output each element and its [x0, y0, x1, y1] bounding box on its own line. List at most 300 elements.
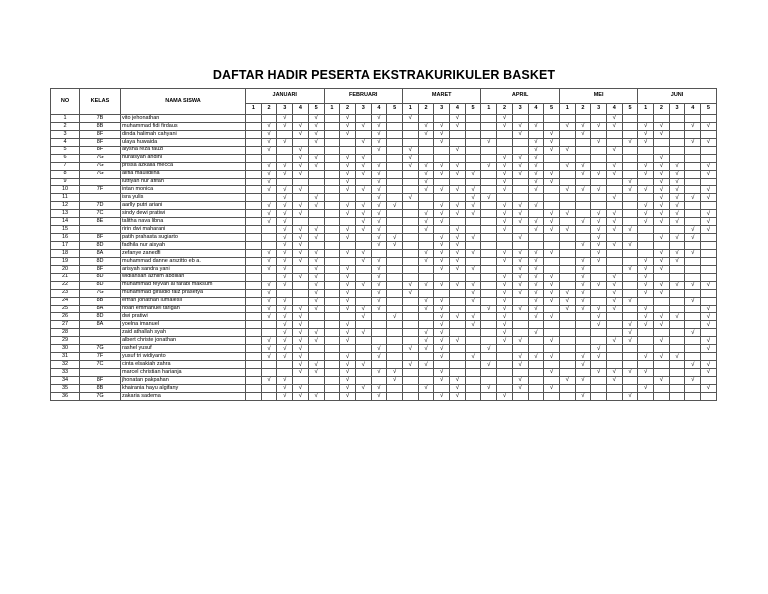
cell-nama-siswa: yoelna imanuel [121, 321, 246, 329]
cell-attendance [701, 257, 717, 265]
cell-attendance: √ [497, 162, 513, 170]
cell-attendance: √ [638, 305, 654, 313]
cell-attendance [246, 345, 262, 353]
cell-attendance [669, 242, 685, 250]
cell-attendance [465, 376, 481, 384]
cell-attendance [654, 329, 670, 337]
cell-attendance: √ [591, 234, 607, 242]
cell-attendance: √ [497, 122, 513, 130]
cell-kelas: 8F [80, 265, 121, 273]
cell-attendance: √ [638, 122, 654, 130]
cell-attendance [622, 249, 638, 257]
cell-attendance [246, 210, 262, 218]
cell-kelas: 7B [80, 115, 121, 123]
cell-attendance: √ [434, 329, 450, 337]
cell-attendance [528, 392, 544, 400]
cell-attendance [324, 369, 340, 377]
cell-attendance: √ [340, 170, 356, 178]
cell-attendance [371, 337, 387, 345]
cell-attendance [402, 218, 418, 226]
header-day: 1 [481, 104, 497, 115]
cell-attendance [293, 265, 309, 273]
cell-attendance: √ [669, 202, 685, 210]
cell-nama-siswa: zakaria sadema [121, 392, 246, 400]
cell-attendance [654, 146, 670, 154]
cell-attendance [324, 210, 340, 218]
cell-attendance [324, 353, 340, 361]
cell-attendance [246, 353, 262, 361]
cell-attendance [685, 242, 701, 250]
cell-attendance: √ [685, 297, 701, 305]
cell-attendance [544, 162, 560, 170]
cell-attendance [559, 361, 575, 369]
cell-attendance: √ [308, 257, 324, 265]
cell-attendance: √ [371, 281, 387, 289]
cell-attendance [465, 154, 481, 162]
cell-attendance: √ [308, 337, 324, 345]
cell-attendance [638, 376, 654, 384]
cell-attendance [575, 178, 591, 186]
cell-attendance [402, 186, 418, 194]
cell-attendance [246, 392, 262, 400]
cell-attendance [261, 234, 277, 242]
cell-attendance: √ [528, 226, 544, 234]
cell-attendance: √ [293, 273, 309, 281]
cell-attendance [324, 281, 340, 289]
cell-attendance [324, 249, 340, 257]
header-day: 3 [512, 104, 528, 115]
cell-attendance [450, 138, 466, 146]
header-day: 5 [387, 104, 403, 115]
cell-attendance: √ [685, 361, 701, 369]
cell-kelas: 8F [80, 376, 121, 384]
cell-attendance: √ [528, 154, 544, 162]
cell-nama-siswa: sindy dewi pratiwi [121, 210, 246, 218]
cell-attendance: √ [559, 146, 575, 154]
cell-attendance: √ [434, 321, 450, 329]
cell-attendance: √ [434, 353, 450, 361]
cell-attendance: √ [355, 257, 371, 265]
cell-attendance [528, 210, 544, 218]
cell-no: 4 [51, 138, 80, 146]
cell-attendance: √ [402, 345, 418, 353]
cell-attendance: √ [497, 289, 513, 297]
cell-nama-siswa: vito jehonathan [121, 115, 246, 123]
cell-no: 20 [51, 265, 80, 273]
cell-attendance: √ [591, 138, 607, 146]
header-row-months [51, 89, 717, 104]
table-row [51, 122, 717, 130]
cell-attendance [512, 146, 528, 154]
cell-attendance [544, 115, 560, 123]
cell-attendance [402, 138, 418, 146]
cell-attendance [591, 329, 607, 337]
cell-attendance: √ [512, 218, 528, 226]
cell-attendance: √ [261, 257, 277, 265]
cell-attendance [261, 242, 277, 250]
cell-attendance [293, 281, 309, 289]
cell-attendance: √ [638, 369, 654, 377]
cell-attendance [355, 242, 371, 250]
cell-attendance: √ [434, 186, 450, 194]
cell-attendance [387, 162, 403, 170]
cell-attendance [418, 202, 434, 210]
cell-attendance [434, 273, 450, 281]
header-day: 2 [340, 104, 356, 115]
cell-attendance: √ [293, 337, 309, 345]
cell-attendance: √ [575, 162, 591, 170]
cell-attendance: √ [701, 369, 717, 377]
cell-attendance: √ [371, 115, 387, 123]
cell-attendance [559, 242, 575, 250]
cell-attendance: √ [465, 234, 481, 242]
cell-attendance: √ [450, 242, 466, 250]
cell-attendance: √ [293, 122, 309, 130]
cell-no: 5 [51, 146, 80, 154]
cell-attendance: √ [355, 202, 371, 210]
cell-kelas: 8A [80, 321, 121, 329]
cell-attendance [418, 392, 434, 400]
cell-kelas: 7G [80, 345, 121, 353]
cell-attendance [638, 234, 654, 242]
cell-attendance: √ [622, 186, 638, 194]
cell-attendance: √ [591, 369, 607, 377]
cell-attendance: √ [575, 218, 591, 226]
cell-attendance: √ [544, 249, 560, 257]
cell-attendance: √ [308, 273, 324, 281]
header-day: 2 [575, 104, 591, 115]
cell-kelas [80, 337, 121, 345]
cell-attendance: √ [371, 392, 387, 400]
cell-attendance: √ [261, 170, 277, 178]
cell-attendance: √ [512, 337, 528, 345]
cell-attendance [669, 321, 685, 329]
cell-attendance: √ [355, 226, 371, 234]
cell-attendance [481, 297, 497, 305]
cell-attendance [465, 226, 481, 234]
cell-attendance: √ [261, 146, 277, 154]
cell-attendance: √ [261, 265, 277, 273]
cell-attendance [402, 369, 418, 377]
cell-attendance: √ [528, 313, 544, 321]
cell-attendance [606, 178, 622, 186]
cell-attendance [575, 337, 591, 345]
cell-attendance: √ [355, 138, 371, 146]
cell-attendance [387, 257, 403, 265]
cell-attendance: √ [418, 249, 434, 257]
cell-attendance: √ [293, 321, 309, 329]
table-row [51, 170, 717, 178]
cell-attendance [387, 154, 403, 162]
cell-attendance [575, 154, 591, 162]
cell-attendance [559, 353, 575, 361]
cell-attendance: √ [293, 305, 309, 313]
cell-attendance [669, 154, 685, 162]
cell-nama-siswa: isra yulis [121, 194, 246, 202]
cell-attendance [685, 218, 701, 226]
cell-attendance [402, 392, 418, 400]
cell-attendance: √ [497, 257, 513, 265]
cell-attendance [418, 194, 434, 202]
cell-attendance: √ [434, 257, 450, 265]
cell-attendance [669, 265, 685, 273]
cell-attendance [481, 170, 497, 178]
cell-attendance [591, 130, 607, 138]
header-day: 4 [685, 104, 701, 115]
cell-attendance: √ [277, 265, 293, 273]
cell-attendance [622, 202, 638, 210]
cell-attendance [387, 345, 403, 353]
cell-nama-siswa: zefanye zanedfi [121, 249, 246, 257]
cell-attendance [450, 289, 466, 297]
cell-attendance [402, 178, 418, 186]
cell-attendance: √ [512, 353, 528, 361]
cell-attendance: √ [638, 138, 654, 146]
cell-attendance: √ [434, 345, 450, 353]
cell-kelas [80, 369, 121, 377]
header-day: 3 [355, 104, 371, 115]
cell-attendance: √ [434, 392, 450, 400]
cell-attendance: √ [638, 384, 654, 392]
cell-attendance [559, 202, 575, 210]
cell-attendance: √ [277, 321, 293, 329]
cell-attendance [606, 353, 622, 361]
cell-kelas: 7G [80, 289, 121, 297]
cell-attendance: √ [450, 337, 466, 345]
cell-attendance: √ [465, 194, 481, 202]
cell-attendance: √ [450, 146, 466, 154]
cell-attendance: √ [340, 289, 356, 297]
header-kelas: KELAS [80, 89, 121, 115]
cell-attendance [512, 369, 528, 377]
cell-attendance: √ [606, 297, 622, 305]
cell-attendance [402, 313, 418, 321]
cell-attendance [591, 202, 607, 210]
cell-attendance [402, 257, 418, 265]
cell-attendance: √ [591, 313, 607, 321]
cell-attendance [387, 194, 403, 202]
cell-attendance [387, 384, 403, 392]
cell-attendance: √ [591, 353, 607, 361]
cell-no: 19 [51, 257, 80, 265]
cell-attendance [528, 130, 544, 138]
cell-attendance [622, 122, 638, 130]
cell-attendance: √ [293, 202, 309, 210]
cell-kelas: 8D [80, 242, 121, 250]
cell-attendance: √ [293, 186, 309, 194]
cell-attendance: √ [512, 162, 528, 170]
cell-attendance: √ [528, 178, 544, 186]
cell-attendance [701, 265, 717, 273]
cell-attendance: √ [465, 289, 481, 297]
cell-attendance [465, 361, 481, 369]
cell-no: 11 [51, 194, 80, 202]
cell-attendance: √ [606, 369, 622, 377]
cell-attendance [638, 392, 654, 400]
cell-attendance: √ [685, 249, 701, 257]
cell-attendance [512, 242, 528, 250]
cell-attendance: √ [418, 384, 434, 392]
cell-attendance [246, 178, 262, 186]
cell-attendance [606, 138, 622, 146]
cell-attendance: √ [293, 210, 309, 218]
cell-attendance [355, 376, 371, 384]
cell-attendance: √ [544, 146, 560, 154]
cell-attendance: √ [654, 122, 670, 130]
cell-attendance: √ [528, 162, 544, 170]
header-day: 2 [654, 104, 670, 115]
cell-attendance [606, 202, 622, 210]
cell-attendance [606, 345, 622, 353]
cell-attendance [481, 186, 497, 194]
cell-attendance: √ [371, 146, 387, 154]
cell-attendance: √ [512, 305, 528, 313]
cell-attendance [418, 273, 434, 281]
cell-attendance: √ [512, 257, 528, 265]
cell-attendance [293, 218, 309, 226]
cell-attendance: √ [277, 392, 293, 400]
cell-attendance [261, 361, 277, 369]
cell-no: 15 [51, 226, 80, 234]
cell-attendance: √ [654, 186, 670, 194]
cell-attendance [685, 257, 701, 265]
cell-kelas [80, 226, 121, 234]
cell-attendance: √ [512, 122, 528, 130]
cell-attendance [654, 297, 670, 305]
cell-attendance: √ [387, 234, 403, 242]
cell-attendance [559, 321, 575, 329]
cell-attendance: √ [669, 162, 685, 170]
cell-attendance [371, 154, 387, 162]
cell-attendance [669, 376, 685, 384]
cell-attendance [277, 154, 293, 162]
cell-attendance: √ [293, 353, 309, 361]
cell-attendance: √ [355, 329, 371, 337]
cell-attendance [638, 226, 654, 234]
cell-attendance [669, 273, 685, 281]
cell-attendance: √ [701, 313, 717, 321]
cell-attendance [293, 194, 309, 202]
cell-attendance [575, 345, 591, 353]
cell-attendance [591, 289, 607, 297]
cell-attendance [308, 384, 324, 392]
cell-attendance: √ [497, 329, 513, 337]
cell-no: 14 [51, 218, 80, 226]
cell-attendance: √ [418, 162, 434, 170]
cell-attendance [606, 186, 622, 194]
cell-attendance [465, 138, 481, 146]
cell-attendance [308, 345, 324, 353]
cell-attendance: √ [701, 218, 717, 226]
cell-attendance [669, 130, 685, 138]
cell-attendance [402, 329, 418, 337]
cell-no: 16 [51, 234, 80, 242]
cell-kelas: 8D [80, 257, 121, 265]
cell-attendance [355, 146, 371, 154]
cell-attendance: √ [293, 369, 309, 377]
cell-nama-siswa: rashel yusuf [121, 345, 246, 353]
cell-attendance: √ [528, 273, 544, 281]
cell-no: 35 [51, 384, 80, 392]
cell-attendance [622, 130, 638, 138]
cell-attendance [638, 249, 654, 257]
cell-attendance: √ [512, 265, 528, 273]
cell-attendance [669, 392, 685, 400]
cell-no: 21 [51, 273, 80, 281]
cell-attendance [261, 273, 277, 281]
cell-attendance [544, 202, 560, 210]
cell-attendance: √ [591, 226, 607, 234]
cell-attendance: √ [622, 392, 638, 400]
cell-attendance: √ [685, 138, 701, 146]
cell-attendance: √ [606, 162, 622, 170]
cell-attendance: √ [418, 305, 434, 313]
cell-attendance [465, 345, 481, 353]
cell-attendance [622, 353, 638, 361]
cell-attendance: √ [277, 218, 293, 226]
cell-attendance: √ [606, 305, 622, 313]
cell-attendance: √ [654, 154, 670, 162]
cell-attendance: √ [355, 305, 371, 313]
cell-attendance [654, 345, 670, 353]
cell-attendance [528, 345, 544, 353]
cell-attendance: √ [293, 384, 309, 392]
header-day: 3 [591, 104, 607, 115]
cell-kelas: 8F [80, 130, 121, 138]
cell-attendance [246, 329, 262, 337]
cell-attendance [450, 361, 466, 369]
cell-attendance: √ [591, 281, 607, 289]
cell-attendance: √ [544, 337, 560, 345]
cell-attendance: √ [371, 273, 387, 281]
cell-attendance [355, 178, 371, 186]
cell-attendance: √ [340, 321, 356, 329]
header-day: 5 [701, 104, 717, 115]
cell-attendance [575, 138, 591, 146]
cell-attendance [528, 115, 544, 123]
cell-attendance [402, 353, 418, 361]
cell-attendance: √ [418, 226, 434, 234]
cell-attendance [622, 218, 638, 226]
cell-attendance [669, 305, 685, 313]
cell-attendance [387, 321, 403, 329]
cell-attendance [402, 202, 418, 210]
cell-attendance: √ [701, 281, 717, 289]
cell-attendance [324, 154, 340, 162]
cell-attendance: √ [622, 321, 638, 329]
cell-attendance: √ [575, 289, 591, 297]
table-row [51, 321, 717, 329]
table-row [51, 154, 717, 162]
cell-attendance [622, 313, 638, 321]
cell-attendance [355, 392, 371, 400]
cell-attendance: √ [591, 218, 607, 226]
table-row [51, 138, 717, 146]
cell-attendance: √ [371, 305, 387, 313]
cell-attendance: √ [575, 376, 591, 384]
cell-attendance [685, 186, 701, 194]
cell-attendance: √ [497, 115, 513, 123]
cell-attendance: √ [591, 345, 607, 353]
cell-attendance [481, 202, 497, 210]
cell-attendance [512, 321, 528, 329]
cell-attendance [669, 345, 685, 353]
cell-attendance [246, 170, 262, 178]
cell-attendance [355, 115, 371, 123]
cell-attendance: √ [308, 249, 324, 257]
table-row [51, 281, 717, 289]
cell-attendance [669, 329, 685, 337]
